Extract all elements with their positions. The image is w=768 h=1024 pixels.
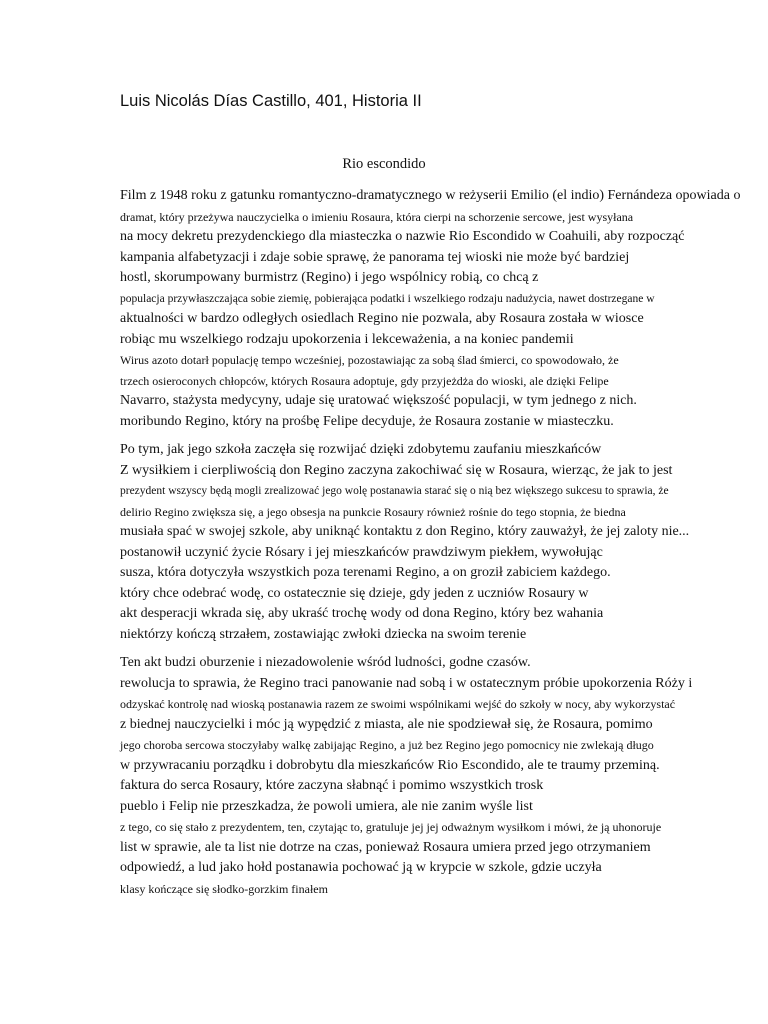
text-line: w przywracaniu porządku i dobrobytu dla mieszkańców Rio Escondido, ale te traumy przeminą. [120, 757, 660, 773]
text-line: który chce odebrać wodę, co ostatecznie się dzieje, gdy jeden z uczniów Rosaury w [120, 585, 589, 601]
text-line: prezydent wszyscy będą mogli zrealizować jego wolę postanawia starać się o nią bez większego sukcesu to sprawia, że [120, 485, 669, 497]
text-line: dramat, który przeżywa nauczycielka o imieniu Rosaura, która cierpi na schorzenie sercowe, jest wysyłana [120, 209, 634, 224]
paragraph-1 [120, 186, 741, 432]
text-line: Navarro, stażysta medycyny, udaje się uratować większość populacji, w tym jednego z nich. [120, 393, 637, 408]
text-line: faktura do serca Rosaury, które zaczyna słabnąć i pomimo wszystkich trosk [120, 778, 544, 793]
text-line: niektórzy kończą strzałem, zostawiając zwłoki dziecka na swoim terenie [120, 626, 527, 642]
paragraph-3 [120, 653, 720, 899]
text-line: Po tym, jak jego szkoła zaczęła się rozwijać dzięki zdobytemu zaufaniu mieszkańców [120, 442, 602, 457]
text-line: populacja przywłaszczająca sobie ziemię, pobierająca podatki i wszelkiego rodzaju nadużycia, nawet dostrzegane w [120, 292, 655, 305]
text-line: kampania alfabetyzacji i zdaje sobie sprawę, że panorama tej wioski nie może być bardziej [120, 249, 630, 265]
text-line: rewolucja to sprawia, że Regino traci panowanie nad sobą i w ostatecznym próbie upokorzenia Róży i [120, 675, 693, 691]
document-body [120, 186, 741, 899]
document-title: Rio escondido [342, 156, 426, 172]
text-line: aktualności w bardzo odległych osiedlach Regino nie pozwala, aby Rosaura została w wiosce [120, 311, 644, 326]
text-line: z biednej nauczycielki i móc ją wypędzić z miasta, ale nie spodziewał się, że Rosaura, pomimo [120, 716, 653, 732]
text-line: hostl, skorumpowany burmistrz (Regino) i jego wspólnicy robią, co chcą z [120, 270, 539, 285]
text-line: akt desperacji wkrada się, aby ukraść trochę wody od dona Regino, który bez wahania [120, 606, 604, 621]
text-line: Ten akt budzi oburzenie i niezadowolenie wśród ludności, godne czasów. [120, 655, 531, 670]
text-line: pueblo i Felip nie przeszkadza, że powoli umiera, ale nie zanim wyśle list [120, 798, 533, 814]
text-line: Wirus azoto dotarł populację tempo wcześniej, pozostawiając za sobą ślad śmierci, co spowodowało, że [120, 353, 619, 367]
text-line: robiąc mu wszelkiego rodzaju upokorzenia i lekceważenia, a na koniec pandemii [120, 331, 574, 347]
text-line: susza, która dotyczyła wszystkich poza terenami Regino, a on groził zabiciem każdego. [120, 565, 611, 580]
text-line: trzech osieroconych chłopców, których Rosaura adoptuje, gdy przyjeżdża do wioski, ale dzięki Felipe [120, 373, 609, 388]
text-line: klasy kończące się słodko-gorzkim finałem [120, 881, 328, 896]
text-line: delirio Regino zwiększa się, a jego obsesja na punkcie Rosaury również rośnie do tego stopnia, że biedna [120, 504, 626, 519]
text-line: Z wysiłkiem i cierpliwością don Regino zaczyna zakochiwać się w Rosaura, wierząc, że jak to jest [120, 462, 673, 478]
paragraph-2 [120, 440, 720, 645]
text-line: postanowił uczynić życie Rósary i jej mieszkańców prawdziwym piekłem, wywołując [120, 544, 603, 560]
text-line: z tego, co się stało z prezydentem, ten, czytając to, gratuluje jej jej odważnym wysiłkom i mówi, że ją uhonoruje [120, 820, 662, 834]
text-line: odzyskać kontrolę nad wioską postanawia razem ze swoimi wspólnikami wejść do szkoły w nocy, aby wykorzystać [120, 697, 676, 711]
text-line: odpowiedź, a lud jako hołd postanawia pochować ją w krypcie w szkole, gdzie uczyła [120, 860, 602, 875]
author-line: Luis Nicolás Días Castillo, 401, Historia II [120, 92, 422, 110]
text-line: jego choroba sercowa stoczyłaby walkę zabijając Regino, a już bez Regino jego pomocnicy nie zwlekają długo [120, 738, 654, 752]
text-line: na mocy dekretu prezydenckiego dla miasteczka o nazwie Rio Escondido w Coahuili, aby rozpocząć [120, 229, 685, 244]
text-line: Film z 1948 roku z gatunku romantyczno-dramatycznego w reżyserii Emilio (el indio) Fernándeza opowiada o [120, 188, 741, 203]
text-line: moribundo Regino, który na prośbę Felipe decyduje, że Rosaura zostanie w miasteczku. [120, 413, 614, 429]
text-line: musiała spać w swojej szkole, aby uniknąć kontaktu z don Regino, który zauważył, że jej zaloty nie... [120, 524, 690, 539]
text-line: list w sprawie, ale ta list nie dotrze na czas, ponieważ Rosaura umiera przed jego otrzymaniem [120, 839, 651, 855]
